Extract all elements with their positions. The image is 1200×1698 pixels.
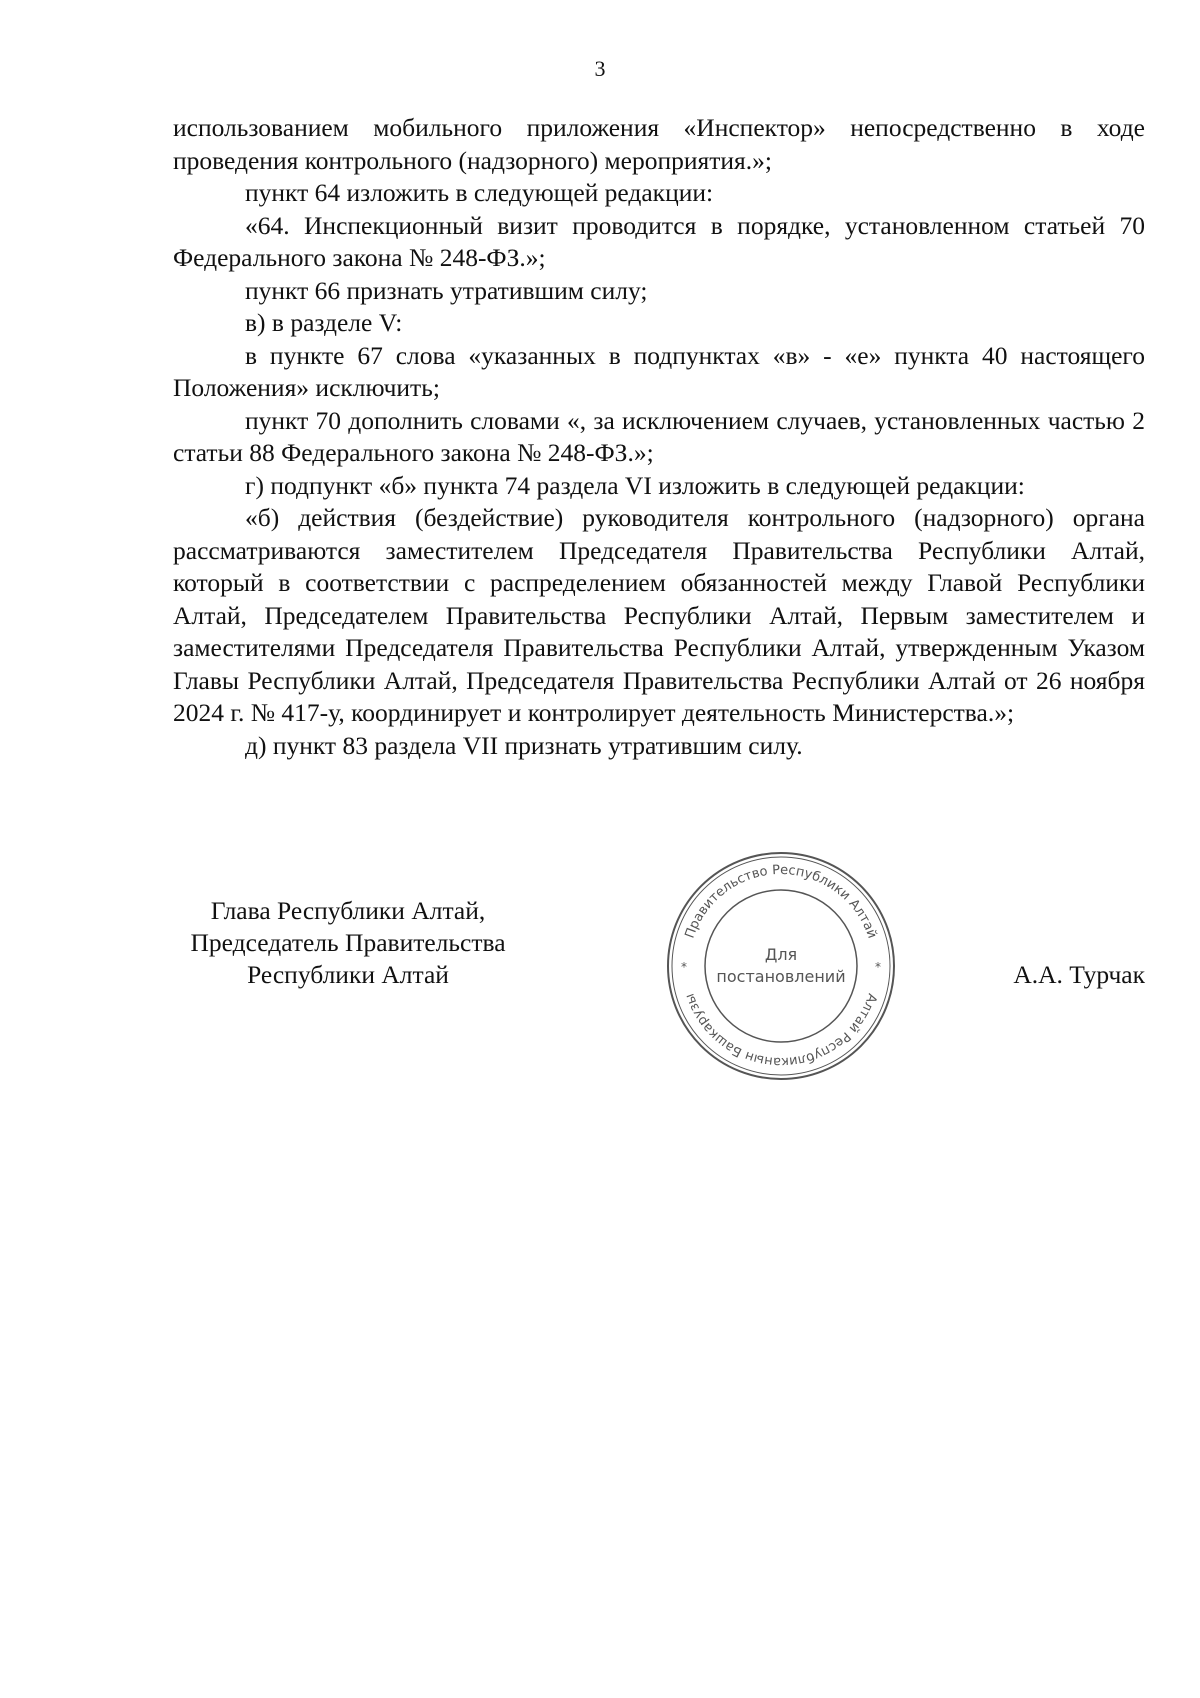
seal-star-left: * [681, 960, 687, 974]
seal-inner-text [682, 991, 879, 1069]
paragraph-5: в) в разделе V: [245, 308, 403, 337]
paragraph-9: «б) действия (бездействие) руководителя контрольного (надзорного) органа рассматриваются заместителем Председателя Правительства Республики Алтай, который в соответствии с распределением обязанностей между Главой Республики Алтай, Председателем Правительства Республики Алтай, Первым заместителем и заместителями Председателя Правительства Республики Алтай, утвержденным Указом Главы Республики Алтай, Председателя Правительства Республики Алтай от 26 ноября 2024 г. № 417-у, координирует и контролирует деятельность Министерства.»; [173, 503, 1145, 727]
signatory-title-line-2: Председатель Правительства [190, 928, 506, 957]
paragraph-4: пункт 66 признать утратившим силу; [245, 275, 648, 305]
paragraph-3: «64. Инспекционный визит проводится в порядке, установленном статьей 70 Федерального закона № 248-ФЗ.»; [173, 210, 1145, 272]
paragraph-6: в пункте 67 слова «указанных в подпунктах «в» - «е» пункта 40 настоящего Положения» исключить; [173, 340, 1145, 402]
seal-center-line-2: постановлений [716, 967, 846, 986]
document-body [173, 112, 1145, 762]
seal-inner-text-path: Алтай Республиканын Башкарузы [682, 991, 880, 1070]
paragraph-2: пункт 64 изложить в следующей редакции: [245, 178, 714, 207]
signatory-title-line-3: Республики Алтай [247, 960, 449, 989]
paragraph-10: д) пункт 83 раздела VII признать утратившим силу. [245, 730, 803, 760]
seal-center-line-1: Для [764, 945, 798, 964]
seal-outer-ring [668, 853, 894, 1079]
seal-outer-text-path: Правительство Республики Алтай [682, 862, 880, 941]
paragraph-8: г) подпункт «б» пункта 74 раздела VI изложить в следующей редакции: [245, 470, 1025, 500]
signatory-title [173, 895, 523, 991]
signatory-title-line-1: Глава Республики Алтай, [210, 896, 486, 925]
signatory-name: А.А. Турчак [1013, 960, 1145, 989]
seal-outer-text [683, 863, 880, 940]
seal-inner-ring [705, 890, 857, 1042]
official-seal-stamp [665, 850, 897, 1082]
paragraph-1: использованием мобильного приложения «Инспектор» непосредственно в ходе проведения контрольного (надзорного) мероприятия.»; [173, 113, 1145, 175]
paragraph-7: пункт 70 дополнить словами «, за исключением случаев, установленных частью 2 статьи 88 Федерального закона № 248-ФЗ.»; [173, 405, 1145, 467]
page-number: 3 [594, 56, 606, 81]
seal-star-right: * [875, 960, 881, 974]
